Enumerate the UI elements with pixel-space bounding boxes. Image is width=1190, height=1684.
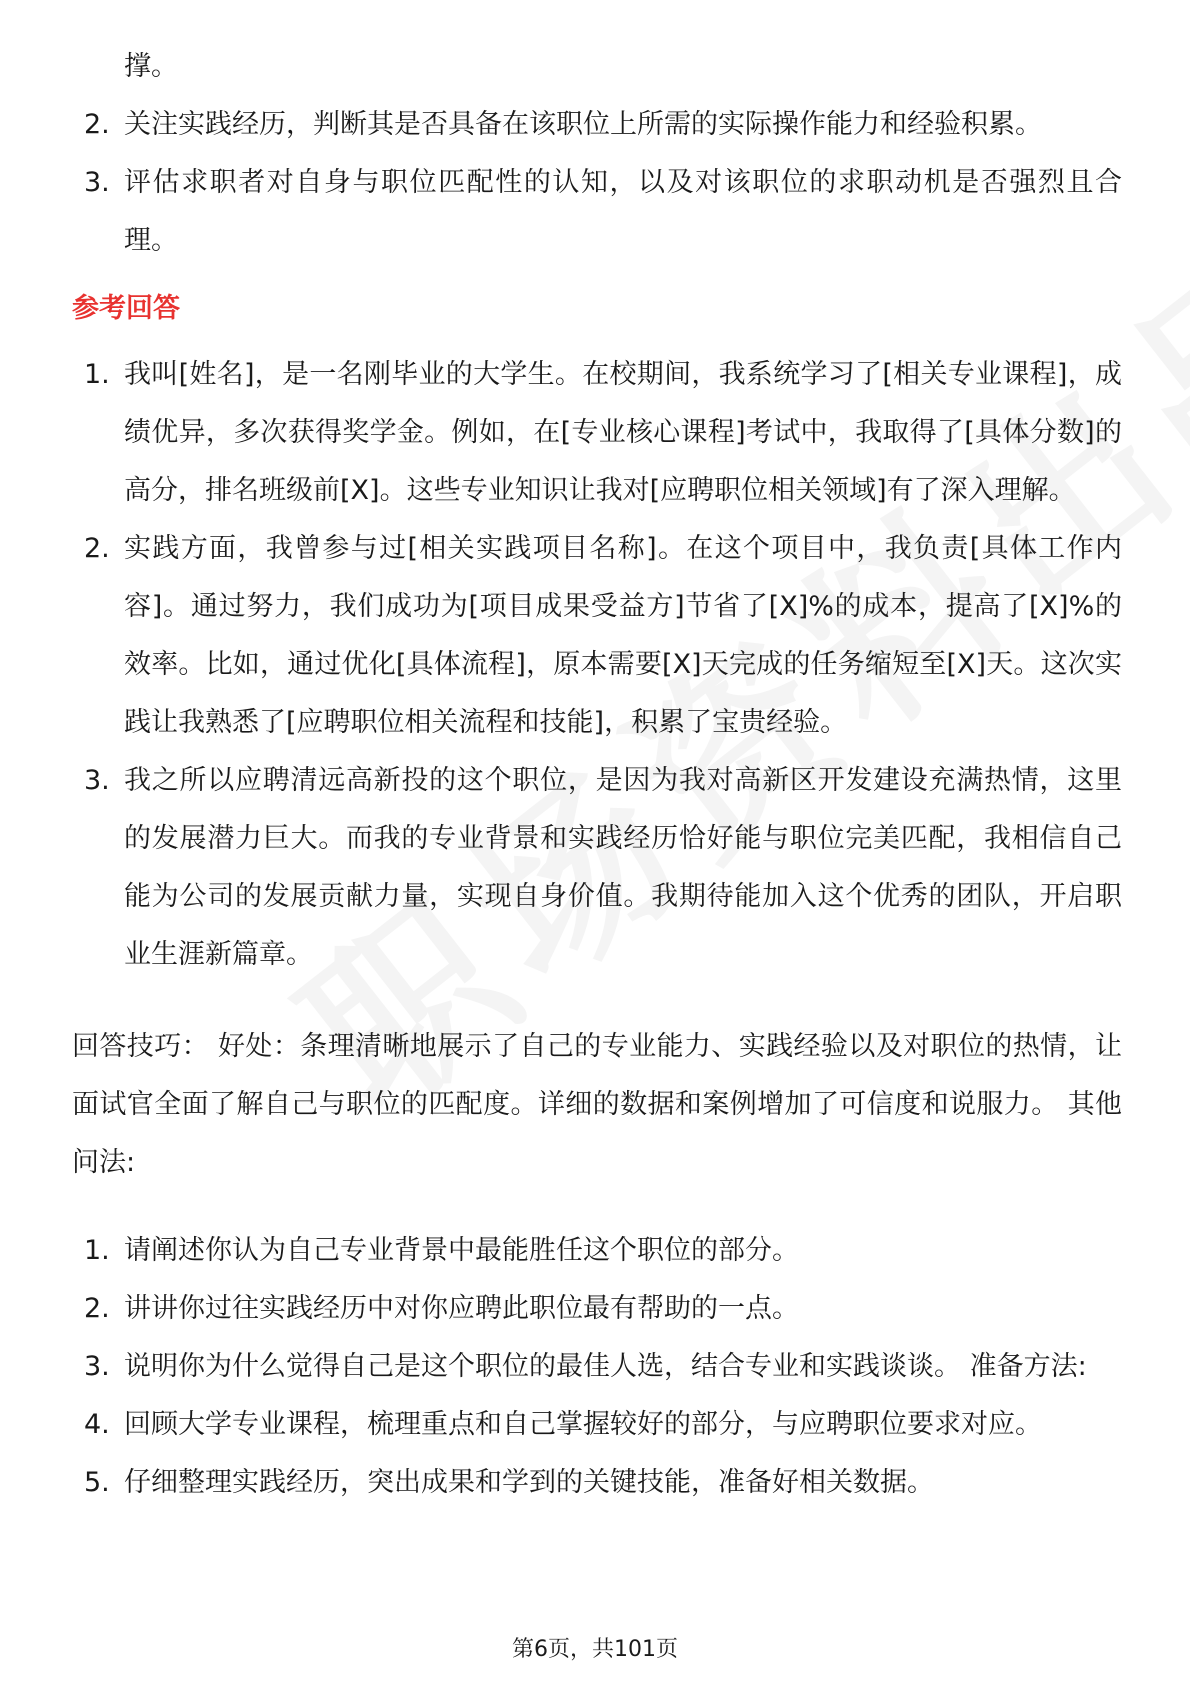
list-item-text: 回顾大学专业课程，梳理重点和自己掌握较好的部分，与应聘职位要求对应。 — [124, 1409, 1042, 1440]
other-questions-list — [72, 1222, 1122, 1512]
list-item — [72, 346, 1122, 520]
list-item — [72, 1454, 1122, 1512]
list-item — [72, 520, 1122, 752]
list-item-number: 3. — [84, 167, 110, 198]
list-item — [72, 1280, 1122, 1338]
page-number-footer: 第6页，共101页 — [512, 1637, 678, 1662]
list-item-number: 1. — [84, 359, 110, 390]
list-item — [72, 96, 1122, 154]
list-item-number: 2. — [84, 533, 110, 564]
reference-answer-list — [72, 346, 1122, 984]
page-content — [72, 38, 1122, 1512]
list-item-number: 1. — [84, 1235, 110, 1266]
list-item-text: 仔细整理实践经历，突出成果和学到的关键技能，准备好相关数据。 — [124, 1467, 934, 1498]
list-item-number: 5. — [84, 1467, 110, 1498]
top-list — [72, 96, 1122, 270]
list-item-text: 实践方面，我曾参与过[相关实践项目名称]。在这个项目中，我负责[具体工作内容]。通过努力，我们成功为[项目成果受益方]节省了[X]%的成本，提高了[X]%的效率。比如，通过优化[具体流程]，原本需要[X]天完成的任务缩短至[X]天。这次实践让我熟悉了[应聘职位相关流程和技能]，积累了宝贵经验。 — [124, 533, 1122, 738]
list-item — [72, 752, 1122, 984]
list-item-number: 3. — [84, 765, 110, 796]
reference-answer-heading: 参考回答 — [72, 293, 180, 324]
list-item-text: 请阐述你认为自己专业背景中最能胜任这个职位的部分。 — [124, 1235, 799, 1266]
list-item — [72, 1222, 1122, 1280]
list-item-text: 我叫[姓名]，是一名刚毕业的大学生。在校期间，我系统学习了[相关专业课程]，成绩优异，多次获得奖学金。例如，在[专业核心课程]考试中，我取得了[具体分数]的高分，排名班级前[X]。这些专业知识让我对[应聘职位相关领域]有了深入理解。 — [124, 359, 1122, 506]
list-item-number: 4. — [84, 1409, 110, 1440]
list-item-number: 2. — [84, 109, 110, 140]
list-item-text: 关注实践经历，判断其是否具备在该职位上所需的实际操作能力和经验积累。 — [124, 109, 1042, 140]
list-item — [72, 1396, 1122, 1454]
answer-tips-paragraph: 回答技巧： 好处：条理清晰地展示了自己的专业能力、实践经验以及对职位的热情，让面试官全面了解自己与职位的匹配度。详细的数据和案例增加了可信度和说服力。 其他问法: — [72, 1031, 1122, 1178]
list-item-text: 我之所以应聘清远高新投的这个职位，是因为我对高新区开发建设充满热情，这里的发展潜力巨大。而我的专业背景和实践经历恰好能与职位完美匹配，我相信自己能为公司的发展贡献力量，实现自身价值。我期待能加入这个优秀的团队，开启职业生涯新篇章。 — [124, 765, 1122, 970]
list-item-number: 3. — [84, 1351, 110, 1382]
list-item — [72, 1338, 1122, 1396]
list-item-number: 2. — [84, 1293, 110, 1324]
list-item-text: 评估求职者对自身与职位匹配性的认知，以及对该职位的求职动机是否强烈且合理。 — [124, 167, 1122, 256]
list-continuation: 撑。 — [124, 51, 178, 82]
list-item — [72, 154, 1122, 270]
list-item-text: 说明你为什么觉得自己是这个职位的最佳人选，结合专业和实践谈谈。 准备方法: — [124, 1351, 1087, 1382]
list-item-text: 讲讲你过往实践经历中对你应聘此职位最有帮助的一点。 — [124, 1293, 799, 1324]
